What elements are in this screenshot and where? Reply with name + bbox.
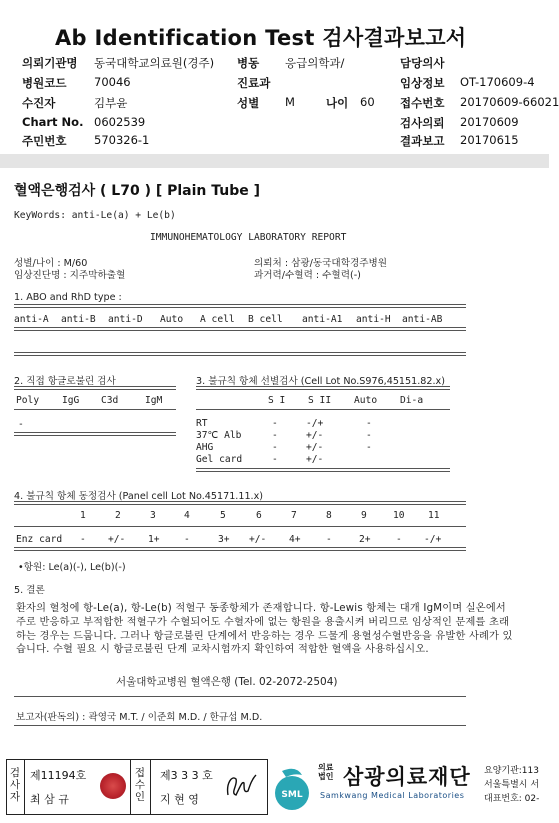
brand-prefix: 의료법인	[318, 763, 334, 781]
abo-col-0: anti-A	[14, 314, 49, 325]
transfusion-history: 과거력/수혈력 : 수혈력(-)	[254, 270, 361, 281]
sml-logo-text: SML	[281, 790, 303, 800]
panel-num: 5	[220, 510, 226, 521]
rule	[24, 759, 25, 815]
panel-val: 4+	[289, 534, 301, 545]
report-date-value: 20170615	[460, 133, 519, 147]
screen-col-0: S I	[268, 395, 286, 406]
panel-val: -	[396, 534, 402, 545]
rule	[196, 468, 450, 472]
section-2-title: 2. 직접 항글로불린 검사	[14, 376, 116, 387]
rule	[150, 759, 151, 815]
abo-col-6: anti-A1	[302, 314, 343, 325]
screen-cell: -	[272, 442, 278, 453]
rule	[14, 547, 466, 551]
chart-no-value: 0602539	[94, 115, 146, 129]
hospital-code-value: 70046	[94, 75, 131, 89]
sex-age: 성별/나이 : M/60	[14, 258, 88, 269]
patient-value: 김부윤	[94, 96, 128, 110]
rule	[14, 304, 466, 308]
clinical-info-value: OT-170609-4	[460, 75, 535, 89]
screen-row-label: RT	[196, 418, 208, 429]
screen-cell: +/-	[306, 454, 324, 465]
report-title: Ab Identification Test 검사결과보고서	[55, 26, 467, 50]
panel-label: Enz card	[16, 534, 63, 545]
screen-row-label: AHG	[196, 442, 214, 453]
abo-col-7: anti-H	[356, 314, 391, 325]
footer	[0, 757, 549, 823]
inspector-name: 최 삼 규	[30, 793, 69, 806]
dat-col-1: IgG	[62, 395, 80, 406]
antigen-note: •항원: Le(a)(-), Le(b)(-)	[18, 562, 126, 573]
dat-col-3: IgM	[145, 395, 163, 406]
screen-cell: -	[366, 430, 372, 441]
rule	[14, 327, 466, 331]
request-date-label: 검사의뢰	[400, 116, 445, 130]
abo-col-5: B cell	[248, 314, 283, 325]
address-line-3: 대표번호: 02-	[484, 794, 540, 804]
ward-label: 병동	[237, 56, 260, 70]
receipt-no-value: 20170609-66021	[460, 95, 559, 109]
hospital-contact: 서울대학교병원 혈액은행 (Tel. 02-2072-2504)	[116, 676, 338, 688]
rule	[14, 725, 466, 726]
doctor-label: 담당의사	[400, 56, 445, 70]
panel-val: -	[184, 534, 190, 545]
dat-value: -	[18, 419, 24, 430]
reporter: 보고자(판독의) : 곽영국 M.T. / 이준희 M.D. / 한규섭 M.D.	[16, 712, 263, 723]
rule	[196, 409, 450, 410]
section-divider	[0, 154, 549, 168]
panel-num: 1	[80, 510, 86, 521]
panel-val: +/-	[108, 534, 126, 545]
header-row-1	[22, 55, 78, 71]
chart-no-label: Chart No.	[22, 115, 84, 129]
patient-label: 수진자	[22, 96, 56, 110]
signature-icon	[222, 769, 262, 803]
receipt-no-label: 접수번호	[400, 96, 445, 110]
section-3-title: 3. 불규칙 항체 선별검사 (Cell Lot No.S976,45151.82.x)	[196, 376, 445, 387]
rule	[14, 432, 176, 436]
inspector-license: 제11194호	[30, 769, 87, 782]
panel-val: -	[326, 534, 332, 545]
keywords: KeyWords: anti-Le(a) + Le(b)	[14, 210, 176, 221]
verifier-license: 제3 3 3 호	[160, 769, 213, 782]
sex-label: 성별	[237, 96, 260, 110]
verifier-label: 접수인	[134, 767, 146, 803]
seal-stamp-icon	[100, 773, 126, 799]
dept-label: 진료과	[237, 76, 271, 90]
hospital-code-label: 병원코드	[22, 76, 67, 90]
rule	[196, 386, 450, 390]
brand-name: 삼광의료재단	[343, 765, 471, 789]
inspector-label: 검사자	[9, 767, 21, 803]
screen-cell: -	[366, 418, 372, 429]
rule	[14, 501, 466, 505]
abo-col-2: anti-D	[108, 314, 143, 325]
request-date-value: 20170609	[460, 115, 519, 129]
rule	[14, 352, 466, 356]
panel-num: 10	[393, 510, 405, 521]
conclusion-text: 환자의 혈청에 항-Le(a), 항-Le(b) 적혈구 동종항체가 존재합니다. 항-Lewis 항체는 대개 IgM이며 실온에서 주로 반응하고 부적합한 적혈구가 수혈되어도 수혈자에 없는 항원을 용출시켜 버리므로 임상적인 문제를 초래하는 경우는 드뭅니다. 그러나 항글로불린 단계에서 반응하는 경우 드물게 용혈성수혈반응을 유발한 사례가 있습니다. 수혈 필요 시 항글로불린 단계 교차시험까지 확인하여 적합한 혈액을 사용하십시오.	[16, 603, 513, 656]
resident-no-label: 주민번호	[22, 134, 67, 148]
abo-col-1: anti-B	[61, 314, 96, 325]
resident-no-value: 570326-1	[94, 133, 150, 147]
screen-cell: -	[272, 430, 278, 441]
sex-value: M	[285, 95, 295, 109]
abo-col-4: A cell	[200, 314, 235, 325]
report-date-label: 결과보고	[400, 134, 445, 148]
screen-cell: +/-	[306, 442, 324, 453]
section-1-title: 1. ABO and RhD type :	[14, 292, 122, 303]
panel-num: 2	[115, 510, 121, 521]
rule	[14, 696, 466, 697]
ward-value: 응급의학과/	[285, 56, 345, 70]
screen-cell: -	[366, 442, 372, 453]
lab-heading: IMMUNOHEMATOLOGY LABORATORY REPORT	[150, 232, 347, 243]
screen-row-label: Gel card	[196, 454, 243, 465]
institution-label: 의뢰기관명	[22, 56, 78, 70]
screen-cell: -/+	[306, 418, 324, 429]
dat-col-0: Poly	[16, 395, 40, 406]
panel-num: 11	[428, 510, 440, 521]
panel-val: 3+	[218, 534, 230, 545]
panel-num: 6	[256, 510, 262, 521]
clinical-info-label: 임상정보	[400, 76, 445, 90]
address-line-1: 요양기관:113	[484, 766, 539, 776]
age-value: 60	[360, 95, 375, 109]
sml-logo-icon	[272, 763, 312, 815]
screen-cell: +/-	[306, 430, 324, 441]
panel-val: -	[80, 534, 86, 545]
institution-value: 동국대학교의료원(경주)	[94, 56, 215, 70]
section-4-title: 4. 불규칙 항체 동정검사 (Panel cell Lot No.45171.11.x)	[14, 491, 264, 502]
age-label: 나이	[326, 96, 349, 110]
panel-val: +/-	[249, 534, 267, 545]
screen-col-3: Di-a	[400, 395, 424, 406]
panel-num: 7	[291, 510, 297, 521]
screen-row-label: 37℃ Alb	[196, 430, 242, 441]
panel-num: 3	[150, 510, 156, 521]
screen-col-2: Auto	[354, 395, 378, 406]
panel-num: 9	[361, 510, 367, 521]
verifier-name: 지 현 영	[160, 793, 199, 806]
abo-col-8: anti-AB	[402, 314, 443, 325]
panel-val: -/+	[424, 534, 442, 545]
lab-report	[0, 168, 549, 742]
rule	[14, 526, 466, 527]
report-subtitle: 혈액은행검사 ( L70 ) [ Plain Tube ]	[14, 183, 261, 199]
panel-val: 1+	[148, 534, 160, 545]
requester: 의뢰처 : 삼광/동국대학경주병원	[254, 258, 388, 269]
panel-num: 4	[184, 510, 190, 521]
rule	[14, 409, 176, 410]
rule	[14, 386, 176, 390]
screen-cell: -	[272, 418, 278, 429]
panel-num: 8	[326, 510, 332, 521]
screen-col-1: S II	[308, 395, 332, 406]
brand-english: Samkwang Medical Laboratories	[320, 791, 465, 800]
abo-col-3: Auto	[160, 314, 184, 325]
panel-val: 2+	[359, 534, 371, 545]
dat-col-2: C3d	[101, 395, 119, 406]
section-5-title: 5. 결론	[14, 585, 45, 596]
address-line-2: 서울특별시 서	[484, 780, 540, 790]
screen-cell: -	[272, 454, 278, 465]
diagnosis: 임상진단명 : 지주막하출혈	[14, 270, 126, 281]
rule	[130, 759, 131, 815]
